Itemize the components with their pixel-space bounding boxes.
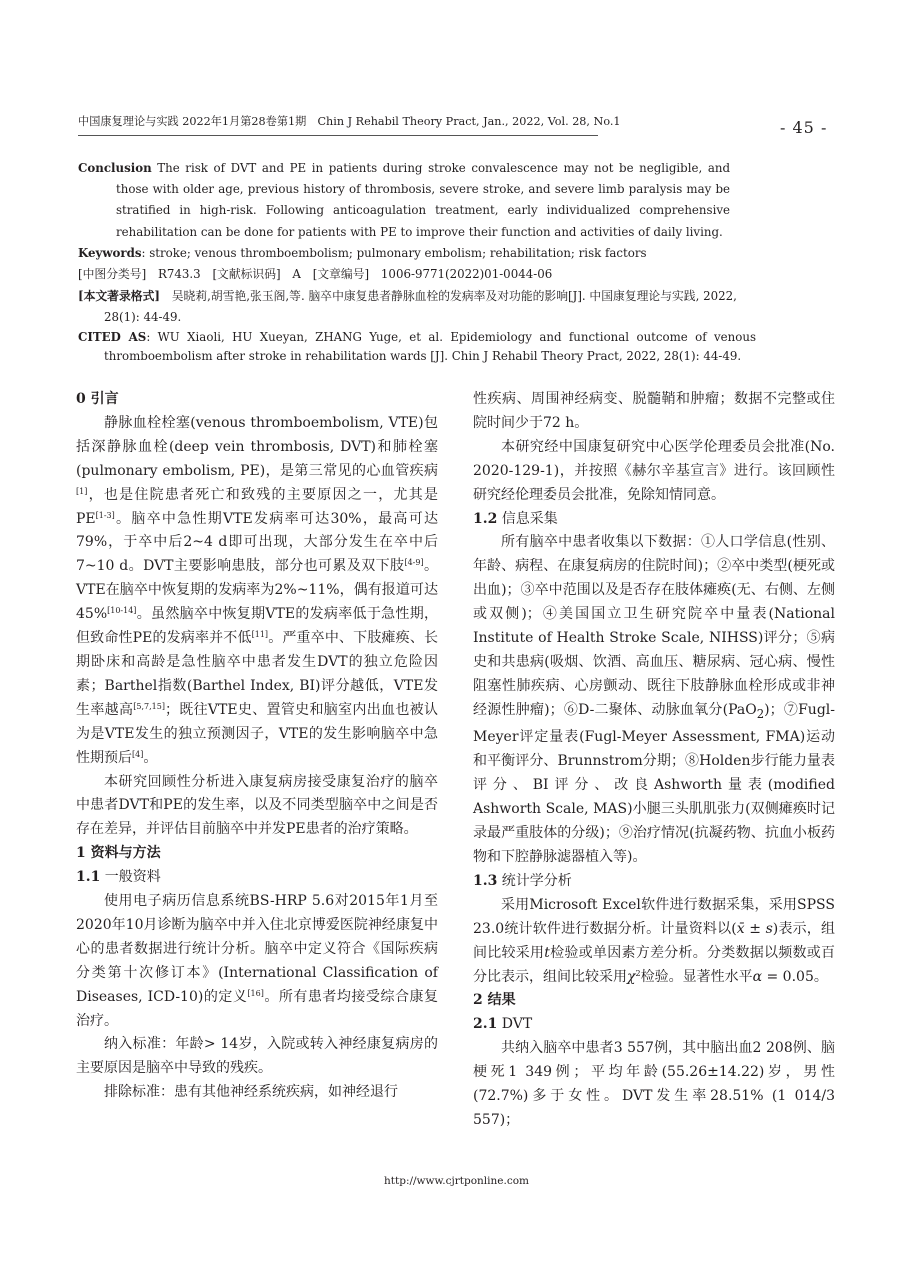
heading-1-1 (76, 866, 438, 890)
citation-ref: [1] (76, 486, 88, 496)
text: ，也是住院患者死亡和致残的主要原因之一，尤其是PE (76, 486, 438, 527)
keywords-label: Keywords (78, 246, 142, 260)
footer-url[interactable]: http://www.cjrtponline.com (384, 1175, 529, 1187)
text: )；⑦Fugl-Meyer评定量表(Fugl-Meyer Assessment, FMA)运动和平衡评分、Brunnstrom分期；⑧Holden步行能力量表评分、BI评分、改良Ashworth量表(modified Ashworth Scale, MAS)小腿三头肌肌张力(双侧瘫痪时记录最严重肢体的分级)；⑨治疗情况(抗凝药物、抗血小板药物和下腔静脉滤器植入等)。 (473, 701, 835, 866)
math-t: t (544, 944, 550, 961)
page-number: - 45 - (780, 118, 828, 137)
keywords (78, 243, 730, 264)
heading-1-3 (473, 870, 835, 894)
text: )表示，组间比较采用 (473, 920, 835, 961)
conclusion-label: Conclusion (78, 161, 152, 175)
conclusion-text: The risk of DVT and PE in patients during stroke convalescence may not be negligible, and those with older age, previous history of thrombosis, severe stroke, and severe limb paralysis may be stratified in high-risk. Following anticoagulation treatment, early individualized comprehensive rehabilitation can be done for patients with PE to improve their function and activities of daily living. (116, 161, 731, 239)
math-alpha: α (752, 968, 763, 985)
text: 。VTE在脑卒中恢复期的发病率为2%~11%，偶有报道可达45% (76, 558, 439, 623)
text: 。脑卒中急性期VTE发病率可达30%，最高可达79%，于卒中后2~4 d即可出现，大部分发生在卒中后7~10 d。DVT主要影响患肢，部分也可累及双下肢 (76, 510, 438, 575)
superscript: 2 (635, 968, 641, 978)
text: 。 (143, 749, 158, 766)
right-column (473, 388, 835, 1133)
citation-ref: [1-3] (95, 510, 115, 520)
citation-text: 吴晓莉,胡雪艳,张玉阁,等. 脑卒中康复患者静脉血栓的发病率及对功能的影响[J]. 中国康复理论与实践, 2022, 28(1): 44-49. (104, 289, 737, 325)
abstract-conclusion (78, 158, 730, 243)
subscript: 2 (756, 706, 765, 721)
citation-ref: [10-14] (107, 606, 137, 616)
cited-as (78, 328, 756, 366)
heading-2-1 (473, 1013, 835, 1037)
paragraph: 性疾病、周围神经病变、脱髓鞘和肿瘤；数据不完整或住院时间少于72 h。 (473, 391, 835, 431)
text: 检验。显著性水平 (640, 968, 753, 985)
citation-ref: [4] (132, 749, 144, 759)
paragraph: 共纳入脑卒中患者3 557例，其中脑出血2 208例、脑梗死1 349例；平均年龄(55.26±14.22)岁，男性(72.7%)多于女性。DVT发生率28.51% (1 014/3 557)； (473, 1040, 835, 1128)
math-chi: χ (627, 968, 636, 985)
text: 所有脑卒中患者收集以下数据：①人口学信息(性别、年龄、病程、在康复病房的住院时间)；②卒中类型(梗死或出血)；③卒中范围以及是否存在肢体瘫痪(无、右侧、左侧或双侧)；④美国国立卫生研究院卒中量表(National Institute of Health Stroke Scale, NIHSS)评分；⑤病史和共患病(吸烟、饮酒、高血压、糖尿病、冠心病、慢性阻塞性肺疾病、心房颤动、既往下肢静脉血栓形成或非神经源性肿瘤)；⑥D-二聚体、动脉血氧分(PaO (473, 534, 835, 718)
heading-text: 统计学分析 (497, 872, 572, 889)
paragraph: 本研究回顾性分析进入康复病房接受康复治疗的脑卒中患者DVT和PE的发生率，以及不同类型脑卒中之间是否存在差异，并评估目前脑卒中并发PE患者的治疗策略。 (76, 773, 438, 838)
text: 检验或单因素方差分析。分类数据以频数或百分比表示，组间比较采用 (473, 944, 836, 985)
heading-text: 一般资料 (100, 869, 161, 886)
heading-1-2 (473, 508, 835, 532)
paragraph: 本研究经中国康复研究中心医学伦理委员会批准(No. 2020-129-1)，并按照《赫尔辛基宣言》进行。该回顾性研究经伦理委员会批准，免除知情同意。 (473, 438, 835, 503)
math-mean-sd: x̄ ± s (736, 920, 773, 937)
heading-methods: 1 资料与方法 (76, 845, 161, 862)
text: 。严重卒中、下肢瘫痪、长期卧床和高龄是急性脑卒中患者发生DVT的独立危险因素；Barthel指数(Barthel Index, BI)评分越低，VTE发生率越高 (76, 630, 438, 718)
text: = 0.05。 (762, 968, 828, 985)
citation-ref: [5,7,15] (133, 701, 165, 711)
citation-cn (78, 286, 756, 328)
text: 。虽然脑卒中恢复期VTE的发病率低于急性期，但致命性PE的发病率并不低 (76, 606, 438, 647)
paragraph (76, 412, 438, 771)
running-header: 中国康复理论与实践 2022年1月第28卷第1期 Chin J Rehabil Theory Pract, Jan., 2022, Vol. 28, No.1 (78, 113, 598, 136)
text: ；既往VTE史、置管史和脑室内出血也被认为是VTE发生的独立预测因子，VTE的发生影响脑卒中急性期预后 (76, 701, 438, 766)
text: 采用Microsoft Excel软件进行数据采集，采用SPSS 23.0统计软件进行数据分析。计量资料以( (473, 896, 835, 937)
citation-ref: [11] (251, 630, 269, 640)
citation-ref: [4-9] (404, 558, 424, 568)
paragraph (76, 890, 438, 1033)
left-column (76, 388, 438, 1105)
text: 使用电子病历信息系统BS-HRP 5.6对2015年1月至2020年10月诊断为脑卒中并入住北京博爱医院神经康复中心的患者数据进行统计分析。脑卒中定义符合《国际疾病分类第十次修订本》(International Classification of Diseases, ICD-10)的定义 (76, 893, 438, 1005)
cited-text: : WU Xiaoli, HU Xueyan, ZHANG Yuge, et al. Epidemiology and functional outcome of venous thromboembolism after stroke in rehabilitation wards [J]. Chin J Rehabil Theory Pract, 2022, 28(1): 44-49. (104, 330, 757, 363)
paragraph: 纳入标准：年龄> 14岁，入院或转入神经康复病房的主要原因是脑卒中导致的残疾。 (76, 1036, 438, 1077)
paragraph: 排除标准：患有其他神经系统疾病，如神经退行 (104, 1084, 398, 1101)
classification-codes: [中图分类号] R743.3 [文献标识码] A [文章编号] 1006-9771(2022)01-0044-06 (78, 267, 553, 281)
text: 静脉血栓栓塞(venous thromboembolism, VTE)包括深静脉血栓(deep vein thrombosis, DVT)和肺栓塞(pulmonary embolism, PE)，是第三常见的心血管疾病 (76, 414, 438, 479)
heading-number: 1.3 (473, 872, 498, 889)
heading-text: DVT (497, 1016, 533, 1033)
heading-number: 1.2 (473, 510, 498, 527)
heading-text: 信息采集 (497, 510, 558, 527)
heading-results: 2 结果 (473, 992, 516, 1009)
citation-label: [本文著录格式] (78, 289, 160, 303)
keywords-text: : stroke; venous thromboembolism; pulmonary embolism; rehabilitation; risk factors (141, 246, 647, 260)
paragraph (473, 531, 835, 869)
citation-ref: [16] (247, 988, 264, 998)
text: 。所有患者均接受综合康复治疗。 (76, 988, 438, 1029)
heading-introduction: 0 引言 (76, 391, 119, 407)
cited-label: CITED AS (78, 330, 147, 344)
heading-number: 1.1 (76, 869, 101, 886)
paragraph (473, 894, 835, 990)
heading-number: 2.1 (473, 1016, 498, 1033)
